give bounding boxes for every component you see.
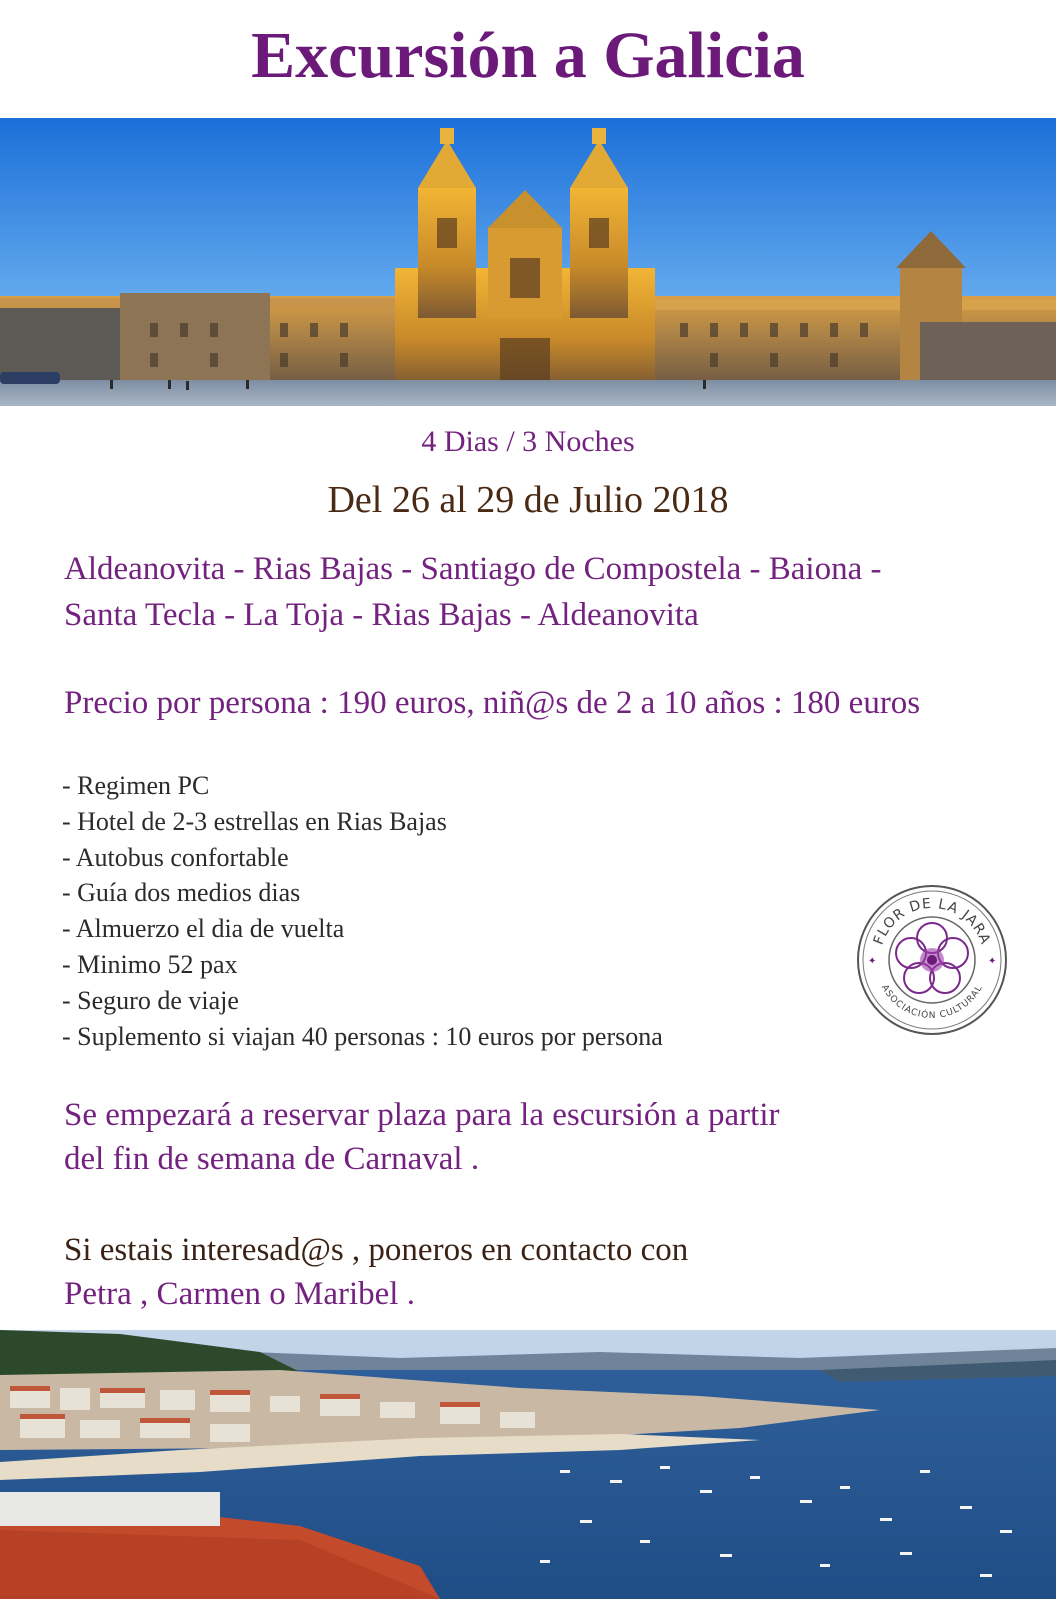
booking-line-2: del fin de semana de Carnaval . bbox=[64, 1141, 480, 1177]
feature-item: - Hotel de 2-3 estrellas en Rias Bajas bbox=[62, 806, 447, 836]
feature-item: - Seguro de viaje bbox=[62, 985, 239, 1015]
feature-item: - Suplemento si viajan 40 personas : 10 euros por persona bbox=[62, 1021, 663, 1051]
svg-text:✦: ✦ bbox=[988, 956, 997, 967]
route-line-2: Santa Tecla - La Toja - Rias Bajas - Aldeanovita bbox=[64, 597, 699, 633]
bay-photo bbox=[0, 1330, 1056, 1599]
route-line-1: Aldeanovita - Rias Bajas - Santiago de Compostela - Baiona - bbox=[64, 551, 882, 587]
logo-top-text: FLOR DE LA JARA bbox=[870, 895, 994, 948]
page-title: Excursión a Galicia bbox=[251, 19, 805, 92]
logo-bottom-text: ASOCIACIÓN CULTURAL bbox=[879, 983, 985, 1022]
feature-item: - Guía dos medios dias bbox=[62, 878, 301, 908]
route bbox=[64, 546, 881, 638]
trip-dates: Del 26 al 29 de Julio 2018 bbox=[327, 479, 729, 521]
cathedral-photo bbox=[0, 118, 1056, 406]
booking-line-1: Se empezará a reservar plaza para la escursión a partir bbox=[64, 1097, 780, 1133]
trip-duration: 4 Dias / 3 Noches bbox=[421, 425, 635, 458]
price: Precio por persona : 190 euros, niñ@s de 2 a 10 años : 180 euros bbox=[64, 685, 921, 721]
feature-item: - Almuerzo el dia de vuelta bbox=[62, 914, 345, 944]
contact-line-2: Petra , Carmen o Maribel . bbox=[64, 1276, 415, 1312]
feature-item: - Autobus confortable bbox=[62, 842, 289, 872]
feature-item: - Minimo 52 pax bbox=[62, 949, 238, 979]
flor-de-la-jara-logo bbox=[854, 882, 1010, 1038]
feature-item: - Regimen PC bbox=[62, 771, 210, 800]
features-list bbox=[62, 768, 663, 1054]
contact-line-1: Si estais interesad@s , poneros en contacto con bbox=[64, 1232, 689, 1268]
svg-text:✦: ✦ bbox=[868, 956, 877, 967]
booking-notice bbox=[64, 1093, 780, 1181]
